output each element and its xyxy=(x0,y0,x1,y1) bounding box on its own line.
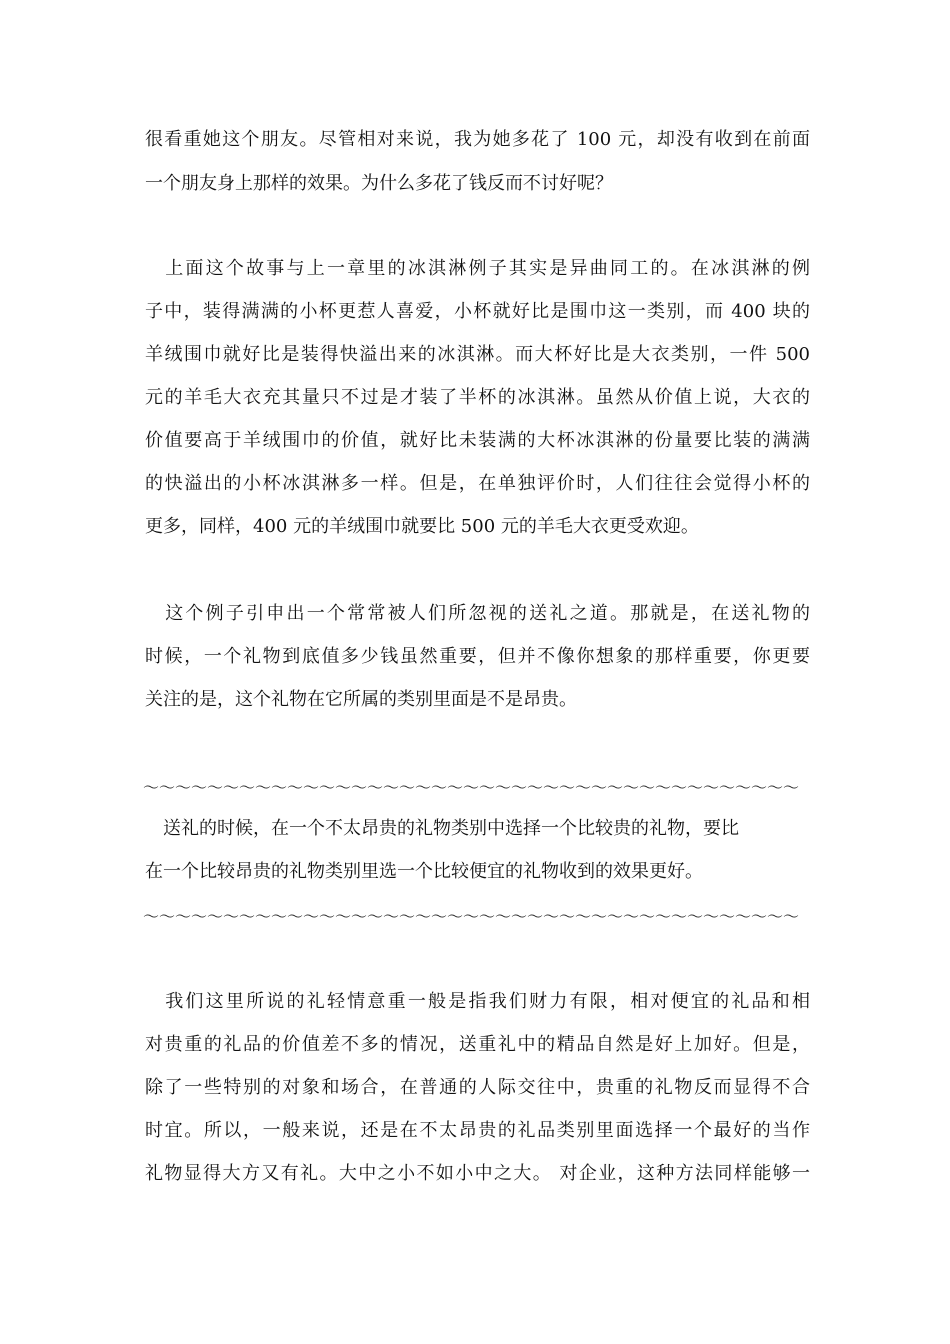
text-line: 这个例子引申出一个常常被人们所忽视的送礼之道。那就是，在送礼物的 xyxy=(145,603,810,624)
text-line: 时候，一个礼物到底值多少钱虽然重要，但并不像你想象的那样重要，你更要 xyxy=(145,646,810,667)
text-line: 上面这个故事与上一章里的冰淇淋例子其实是异曲同工的。在冰淇淋的例 xyxy=(145,258,810,279)
tilde-divider-top: ～～～～～～～～～～～～～～～～～～～～～～～～～～～～～～～～～～～～～～～～～ xyxy=(143,778,800,797)
text-line: 我们这里所说的礼轻情意重一般是指我们财力有限，相对便宜的礼品和相 xyxy=(145,991,810,1012)
text-line: 除了一些特别的对象和场合，在普通的人际交往中，贵重的礼物反而显得不合 xyxy=(145,1077,810,1098)
text-line: 羊绒围巾就好比是装得快溢出来的冰淇淋。而大杯好比是大衣类别，一件 500 xyxy=(145,344,810,365)
callout-line: 送礼的时候，在一个不太昂贵的礼物类别中选择一个比较贵的礼物，要比 xyxy=(145,818,739,839)
text-line: 价值要高于羊绒围巾的价值，就好比未装满的大杯冰淇淋的份量要比装的满满 xyxy=(145,430,810,451)
text-line: 很看重她这个朋友。尽管相对来说，我为她多花了 100 元，却没有收到在前面 xyxy=(145,129,810,150)
text-line: 时宜。所以，一般来说，还是在不太昂贵的礼品类别里面选择一个最好的当作 xyxy=(145,1120,810,1141)
text-line: 的快溢出的小杯冰淇淋多一样。但是，在单独评价时，人们往往会觉得小杯的 xyxy=(145,473,810,494)
text-line: 关注的是，这个礼物在它所属的类别里面是不是昂贵。 xyxy=(145,689,577,710)
text-line: 一个朋友身上那样的效果。为什么多花了钱反而不讨好呢？ xyxy=(145,173,613,194)
text-line: 对贵重的礼品的价值差不多的情况，送重礼中的精品自然是好上加好。但是， xyxy=(145,1034,810,1055)
tilde-divider-bottom: ～～～～～～～～～～～～～～～～～～～～～～～～～～～～～～～～～～～～～～～～～ xyxy=(143,907,800,926)
callout-line: 在一个比较昂贵的礼物类别里选一个比较便宜的礼物收到的效果更好。 xyxy=(145,861,703,882)
text-line: 子中，装得满满的小杯更惹人喜爱，小杯就好比是围巾这一类别，而 400 块的 xyxy=(145,301,810,322)
text-line: 礼物显得大方又有礼。大中之小不如小中之大。 对企业，这种方法同样能够一 xyxy=(145,1163,810,1184)
text-line: 元的羊毛大衣充其量只不过是才装了半杯的冰淇淋。虽然从价值上说，大衣的 xyxy=(145,387,810,408)
text-line: 更多，同样，400 元的羊绒围巾就要比 500 元的羊毛大衣更受欢迎。 xyxy=(145,516,699,537)
